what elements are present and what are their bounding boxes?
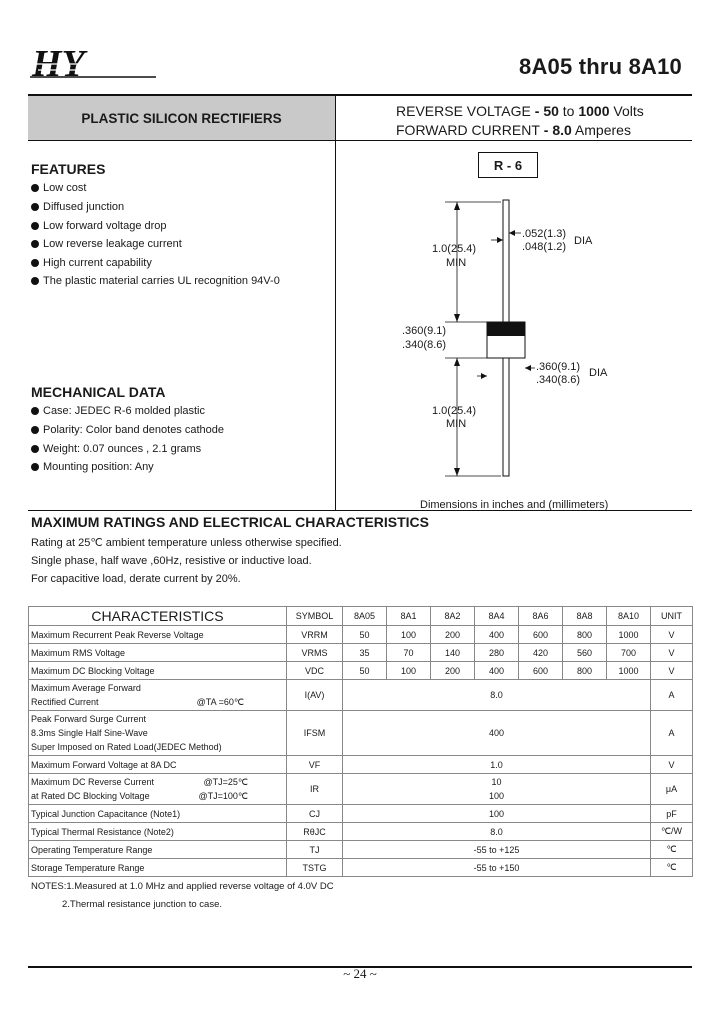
r6-package-drawing (335, 140, 692, 510)
logo-text: HY (32, 44, 85, 84)
note-2: 2.Thermal resistance junction to case. (62, 899, 222, 910)
bullet-icon (31, 203, 39, 211)
feature-item: High current capability (31, 257, 152, 269)
row-unit: ℃/W (651, 823, 693, 841)
row-value: 800 (563, 662, 607, 680)
row-symbol: VRRM (287, 626, 343, 644)
row-unit: V (651, 662, 693, 680)
row-value: 70 (387, 644, 431, 662)
row-unit: V (651, 626, 693, 644)
mechanical-item: Case: JEDEC R-6 molded plastic (31, 405, 205, 417)
lead-dia-max: .052(1.3) (522, 228, 567, 240)
bullet-icon (31, 426, 39, 434)
col-header: CHARACTERISTICS (29, 607, 287, 626)
row-value: 1000 (607, 626, 651, 644)
hy-logo (28, 44, 160, 84)
feature-item: Diffused junction (31, 201, 124, 213)
body-dia-max: .360(9.1) (536, 361, 581, 373)
row-value: 800 (563, 626, 607, 644)
row-value: 560 (563, 644, 607, 662)
row-unit: A (651, 711, 693, 756)
ratings-table (28, 606, 693, 877)
body-length-max: .360(9.1) (402, 325, 447, 337)
row-value: 35 (343, 644, 387, 662)
lead-top (503, 200, 509, 322)
lead-dia-label: DIA (574, 235, 593, 247)
table-row (29, 711, 693, 756)
row-symbol: CJ (287, 805, 343, 823)
row-value: -55 to +125 (343, 841, 651, 859)
row-symbol: VDC (287, 662, 343, 680)
bottom-lead-min: MIN (446, 418, 467, 430)
lead-dia-min: .048(1.2) (522, 241, 567, 253)
body-length-min: .340(8.6) (402, 339, 447, 351)
row-value: 10 100 (343, 774, 651, 805)
col-header: SYMBOL (287, 607, 343, 626)
row-value: 400 (475, 626, 519, 644)
row-symbol: TJ (287, 841, 343, 859)
bullet-icon (31, 445, 39, 453)
row-value: 140 (431, 644, 475, 662)
forward-current-spec: FORWARD CURRENT - 8.0 Amperes (396, 122, 631, 138)
table-row (29, 805, 693, 823)
row-desc: Maximum DC Blocking Voltage (29, 662, 287, 680)
row-unit: V (651, 756, 693, 774)
row-desc: Maximum Recurrent Peak Reverse Voltage (29, 626, 287, 644)
body-dia-label: DIA (589, 367, 608, 379)
col-header: 8A2 (431, 607, 475, 626)
features-heading: FEATURES (31, 161, 106, 177)
top-lead-length: 1.0(25.4) (432, 243, 477, 255)
row-value: 400 (475, 662, 519, 680)
feature-item: The plastic material carries UL recognition 94V-0 (31, 275, 280, 287)
col-header: 8A10 (607, 607, 651, 626)
rating-condition: Rating at 25℃ ambient temperature unless otherwise specified. (31, 537, 342, 549)
row-value: -55 to +150 (343, 859, 651, 877)
rating-condition: For capacitive load, derate current by 20%. (31, 573, 241, 585)
row-value: 1.0 (343, 756, 651, 774)
row-value: 8.0 (343, 680, 651, 711)
row-unit: μA (651, 774, 693, 805)
row-unit: pF (651, 805, 693, 823)
row-desc: Storage Temperature Range (29, 859, 287, 877)
row-symbol: IFSM (287, 711, 343, 756)
row-unit: ℃ (651, 859, 693, 877)
row-symbol: TSTG (287, 859, 343, 877)
row-value: 200 (431, 626, 475, 644)
row-value: 280 (475, 644, 519, 662)
table-row (29, 823, 693, 841)
row-value: 700 (607, 644, 651, 662)
rating-condition: Single phase, half wave ,60Hz, resistive or inductive load. (31, 555, 312, 567)
row-value: 50 (343, 662, 387, 680)
feature-item: Low reverse leakage current (31, 238, 182, 250)
row-symbol: IR (287, 774, 343, 805)
ratings-heading: MAXIMUM RATINGS AND ELECTRICAL CHARACTERISTICS (31, 514, 429, 530)
lead-bottom (503, 358, 509, 476)
feature-item: Low forward voltage drop (31, 220, 167, 232)
row-desc: Maximum Forward Voltage at 8A DC (29, 756, 287, 774)
col-header: 8A4 (475, 607, 519, 626)
row-desc: Typical Junction Capacitance (Note1) (29, 805, 287, 823)
row-desc: Operating Temperature Range (29, 841, 287, 859)
feature-item: Low cost (31, 182, 86, 194)
row-value: 100 (387, 626, 431, 644)
part-range-title: 8A05 thru 8A10 (519, 54, 682, 79)
row-symbol: VRMS (287, 644, 343, 662)
table-row (29, 774, 693, 805)
row-value: 1000 (607, 662, 651, 680)
row-desc: Maximum RMS Voltage (29, 644, 287, 662)
col-header: 8A05 (343, 607, 387, 626)
col-header: 8A6 (519, 607, 563, 626)
row-value: 420 (519, 644, 563, 662)
bullet-icon (31, 222, 39, 230)
row-desc: Maximum Average Forward Rectified Current @TA =60℃ (29, 680, 287, 711)
page-number: ~ 24 ~ (343, 966, 377, 981)
table-row (29, 841, 693, 859)
bullet-icon (31, 407, 39, 415)
row-unit: ℃ (651, 841, 693, 859)
table-row (29, 680, 693, 711)
cathode-band (487, 322, 525, 336)
row-value: 200 (431, 662, 475, 680)
col-header: UNIT (651, 607, 693, 626)
bottom-lead-length: 1.0(25.4) (432, 405, 477, 417)
reverse-voltage-spec: REVERSE VOLTAGE - 50 to 1000 Volts (396, 103, 644, 119)
table-row (29, 644, 693, 662)
bullet-icon (31, 259, 39, 267)
table-row (29, 859, 693, 877)
table-row (29, 756, 693, 774)
row-desc: Maximum DC Reverse Current @TJ=25℃ at Rated DC Blocking Voltage @TJ=100℃ (29, 774, 287, 805)
mechanical-item: Mounting position: Any (31, 461, 154, 473)
row-symbol: I(AV) (287, 680, 343, 711)
body-dia-min: .340(8.6) (536, 374, 581, 386)
row-value: 8.0 (343, 823, 651, 841)
table-row (29, 662, 693, 680)
row-desc: Peak Forward Surge Current 8.3ms Single Half Sine-Wave Super Imposed on Rated Load(JEDEC Method) (29, 711, 287, 756)
bullet-icon (31, 277, 39, 285)
row-value: 100 (343, 805, 651, 823)
row-desc: Typical Thermal Resistance (Note2) (29, 823, 287, 841)
mechanical-item: Weight: 0.07 ounces , 2.1 grams (31, 443, 201, 455)
dimensions-caption: Dimensions in inches and (millimeters) (420, 499, 609, 511)
row-unit: A (651, 680, 693, 711)
row-symbol: VF (287, 756, 343, 774)
row-value: 50 (343, 626, 387, 644)
row-symbol: RθJC (287, 823, 343, 841)
top-lead-min: MIN (446, 257, 467, 269)
bullet-icon (31, 463, 39, 471)
row-value: 600 (519, 662, 563, 680)
mechanical-item: Polarity: Color band denotes cathode (31, 424, 224, 436)
mechanical-heading: MECHANICAL DATA (31, 384, 166, 400)
col-header: 8A1 (387, 607, 431, 626)
bullet-icon (31, 184, 39, 192)
row-value: 600 (519, 626, 563, 644)
product-family-title: PLASTIC SILICON RECTIFIERS (28, 96, 335, 140)
table-header-row (29, 607, 693, 626)
note-1: NOTES:1.Measured at 1.0 MHz and applied reverse voltage of 4.0V DC (31, 881, 334, 892)
package-label: R - 6 (478, 152, 538, 178)
bullet-icon (31, 240, 39, 248)
table-row (29, 626, 693, 644)
row-value: 100 (387, 662, 431, 680)
row-unit: V (651, 644, 693, 662)
row-value: 400 (343, 711, 651, 756)
col-header: 8A8 (563, 607, 607, 626)
